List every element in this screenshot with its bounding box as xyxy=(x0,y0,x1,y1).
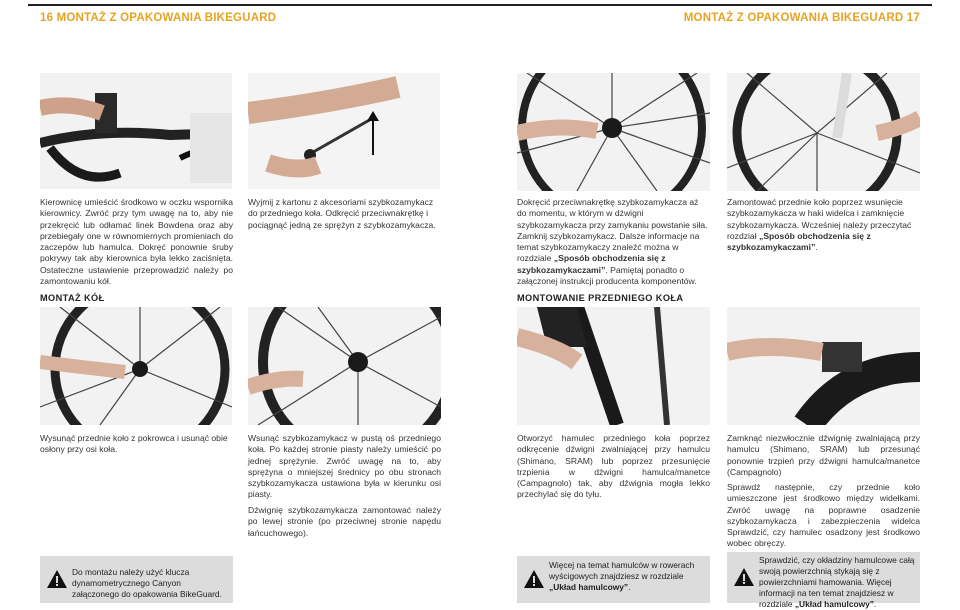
photo-insert-skewer xyxy=(248,307,441,425)
text-mount-wheel-body: Zamontować przednie koło poprzez wsunięcie szybkozamykacza w haki widelca i zamknięcie szybkozamykacza. Wcześniej należy przeczytać rozdział xyxy=(727,197,912,241)
warning-box-torque xyxy=(40,556,233,603)
warning-box-brakes xyxy=(517,556,710,603)
link-quick-release-chapter-2[interactable]: „Sposób obchodzenia się z szybkozamykaczami” xyxy=(727,230,871,253)
text-mount-wheel-end: . xyxy=(815,242,818,253)
section-heading-wheels: MONTAŻ KÓŁ xyxy=(40,293,105,303)
text-quick-release: Wyjmij z kartonu z akcesoriami szybkozamykacz do przedniego koła. Odkręcić przeciwnakrętkę i pociągnąć jedną ze sprężyn z szybkozamykacza. xyxy=(248,197,436,230)
warning-text-pads xyxy=(759,555,915,610)
text-close-brake: Zamknąć niezwłocznie dźwignię zwalniającą przy hamulcu (Shimano, SRAM) lub przesunąć ponownie trzpień przy dźwigni hamulca/manetce (Campagnolo) xyxy=(727,433,920,477)
warning-icon xyxy=(733,567,755,587)
photo-wheel-cover xyxy=(40,307,232,425)
link-quick-release-chapter[interactable]: „Sposób obchodzenia się z szybkozamykaczami” xyxy=(517,253,666,275)
top-rule xyxy=(28,4,932,6)
photo-close-brake xyxy=(727,307,920,425)
link-brake-chapter-2[interactable]: „Układ hamulcowy” xyxy=(794,599,874,609)
warning-icon xyxy=(46,569,68,589)
text-check-wheel: Sprawdź następnie, czy przednie koło umieszczone jest środkowo między widełkami. Zwróć uwagę na poprawne osadzenie szybkozamykacza i zabezpieczenia widelca Sprawdzić, czy hamulec osadzony jest środkowo wobec obręczy. xyxy=(727,482,920,549)
warning-text-pads-body: Sprawdzić, czy okładziny hamulcowe całą swoją powierzchnią stykają się z powierzchniami hamowania. Więcej informacji na ten temat znajdziesz w rozdziale xyxy=(759,555,915,609)
warning-text-brakes-body: Więcej na temat hamulców w rowerach wyścigowych znajdziesz w rozdziale xyxy=(549,560,695,581)
warning-text-brakes xyxy=(549,560,705,593)
text-tighten-nut-end: . Pamiętaj ponadto o załączonej instrukcji producenta komponentów. xyxy=(517,264,697,287)
text-remove-covers: Wysunąć przednie koło z pokrowca i usunąć obie osłony przy osi koła. xyxy=(40,433,228,455)
photo-quick-release xyxy=(248,73,440,189)
page-title-right: MONTAŻ Z OPAKOWANIA BIKEGUARD xyxy=(683,12,904,24)
text-tighten-nut-body: Dokręcić przeciwnakrętkę szybkozamykacza aż do momentu, w którym w dźwigni szybkozamykacza przy zamykaniu powstanie siła. Zamknij szybkozamykacz. Dalsze informacje na temat szybkozamykaczy znaleźć można w rozdziale xyxy=(517,197,708,264)
page-header-left xyxy=(40,12,276,24)
photo-handlebar xyxy=(40,73,232,189)
page-number-left: 16 xyxy=(40,12,54,24)
page-header-right xyxy=(684,12,920,24)
text-mount-wheel xyxy=(727,197,920,253)
text-open-brake: Otworzyć hamulec przedniego koła poprzez odkręcenie dźwigni zwalniającej przy hamulcu (Shimano, SRAM) lub poprzez przesunięcie trzpienia w dźwigni hamulca/manetce (Campagnolo) tak, aby dźwignia mogła lekko przechylać się do tyłu. xyxy=(517,433,710,500)
page-number-right: 17 xyxy=(906,12,920,24)
photo-wheel-hub xyxy=(517,73,710,191)
text-lever-side: Dźwignię szybkozamykacza zamontować należy po lewej stronie (po przeciwnej stronie napędu łańcuchowego). xyxy=(248,505,441,538)
link-brake-chapter[interactable]: „Układ hamulcowy” xyxy=(549,582,629,592)
warning-box-pads xyxy=(727,552,920,609)
photo-open-brake xyxy=(517,307,710,425)
text-insert-skewer: Wsunąć szybkozamykacz w pustą oś przedniego koła. Po każdej stronie piasty należy umieścić po jednej sprężynie. Zwróć uwagę na to, aby sprężyna o mniejszej średnicy po obu stronach szybkozamykacza ustawiona była w kierunku osi piasty. xyxy=(248,433,441,500)
warning-text-torque: Do montażu należy użyć klucza dynamometrycznego Canyon załączonego do opakowania BikeGuard. xyxy=(72,567,222,599)
photo-fork-mount xyxy=(727,73,920,191)
page-title-left: MONTAŻ Z OPAKOWANIA BIKEGUARD xyxy=(56,12,277,24)
text-handlebar: Kierownicę umieścić środkowo w oczku wspornika kierownicy. Zwróć przy tym uwagę na to, aby nie przekręcić lub odłamać linek Bowdena oraz aby przebiegały one w równomiernych promieniach do zaczepów lub hamulca. Dokręć ponownie śruby pokrywy tak aby kierownica była lekko zaciśnięta. Ostateczne ustawienie przeprowadzić należy po zamontowaniu kół. xyxy=(40,197,233,287)
section-heading-front-wheel: MONTOWANIE PRZEDNIEGO KOŁA xyxy=(517,293,684,303)
warning-icon xyxy=(523,569,545,589)
text-tighten-nut xyxy=(517,197,710,287)
warning-text-pads-end: . xyxy=(873,599,877,609)
warning-text-brakes-end: . xyxy=(628,582,631,592)
